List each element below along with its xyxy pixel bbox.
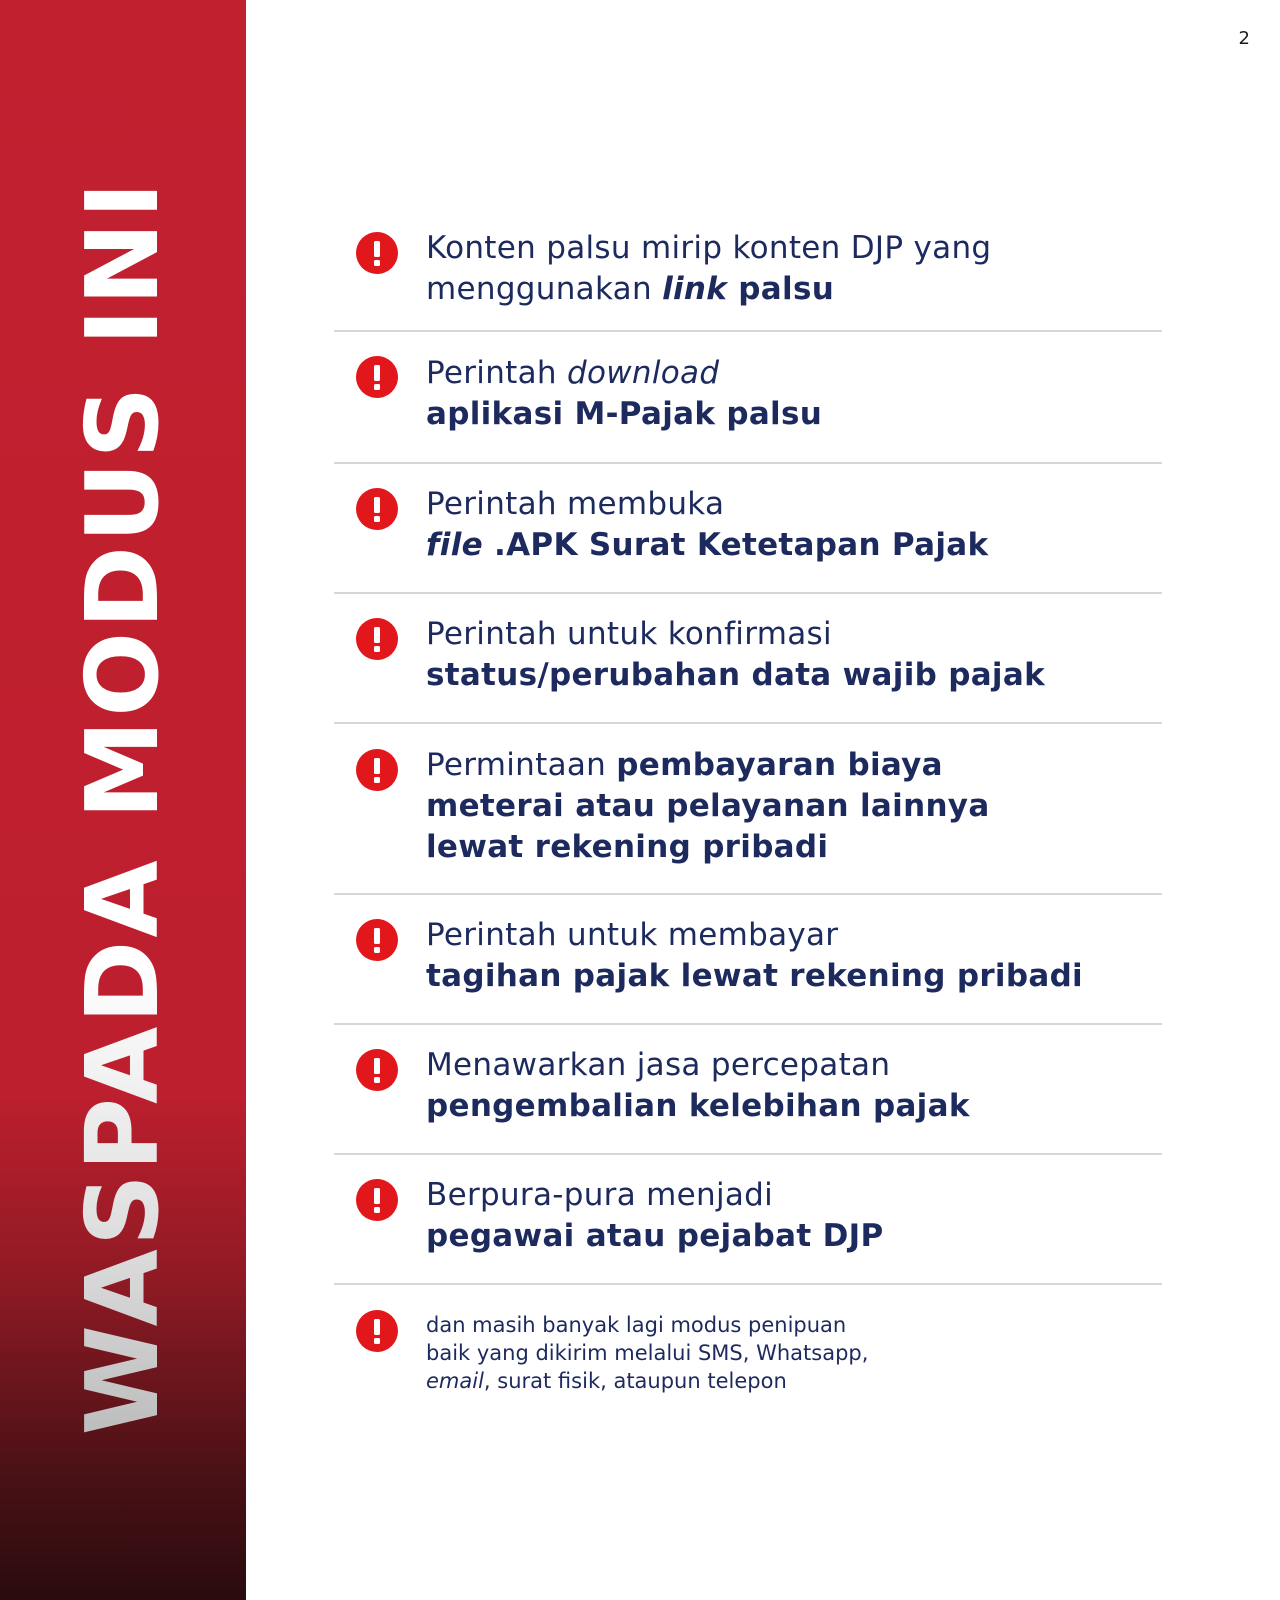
warning-text xyxy=(426,332,1162,435)
warning-line: Menawarkan jasa percepatan xyxy=(426,1047,891,1083)
warning-line: aplikasi M-Pajak palsu xyxy=(426,396,823,432)
warning-text xyxy=(426,724,1162,868)
warning-text xyxy=(426,594,1162,696)
warning-line: Perintah membuka xyxy=(426,486,725,522)
warning-text xyxy=(426,895,1162,997)
warning-item-apk-file xyxy=(334,464,1162,594)
warning-item-refund-service xyxy=(334,1025,1162,1155)
exclamation-circle-icon xyxy=(356,919,398,961)
note-line: email, surat fisik, ataupun telepon xyxy=(426,1369,787,1393)
warning-line: pegawai atau pejabat DJP xyxy=(426,1218,884,1254)
warning-text xyxy=(426,1155,1162,1257)
warning-text xyxy=(426,1025,1162,1127)
exclamation-circle-icon xyxy=(356,1310,398,1352)
exclamation-circle-icon xyxy=(356,749,398,791)
warning-item-impersonation xyxy=(334,1155,1162,1285)
page-number: 2 xyxy=(1238,28,1250,49)
banner-title: WASPADA MODUS INI xyxy=(64,178,181,1436)
warning-line: Perintah untuk konfirmasi xyxy=(426,616,832,652)
warning-line: Perintah download xyxy=(426,355,720,391)
warning-line: Permintaan pembayaran biaya xyxy=(426,747,943,783)
exclamation-circle-icon xyxy=(356,488,398,530)
exclamation-circle-icon xyxy=(356,1049,398,1091)
exclamation-circle-icon xyxy=(356,356,398,398)
warning-line: Perintah untuk membayar xyxy=(426,917,839,953)
warning-item-fake-app xyxy=(334,332,1162,464)
warning-item-fake-link xyxy=(334,208,1162,332)
warning-line: meterai atau pelayanan lainnya xyxy=(426,788,990,824)
warning-item-other-modes xyxy=(334,1285,1162,1405)
exclamation-circle-icon xyxy=(356,232,398,274)
warning-list xyxy=(334,208,1162,1405)
sidebar-banner xyxy=(0,0,246,1600)
warning-text xyxy=(426,208,1162,310)
warning-line: file .APK Surat Ketetapan Pajak xyxy=(426,527,989,563)
warning-line: menggunakan link palsu xyxy=(426,271,835,307)
warning-item-confirm-status xyxy=(334,594,1162,724)
note-text xyxy=(426,1285,1162,1395)
note-line: baik yang dikirim melalui SMS, Whatsapp, xyxy=(426,1341,869,1365)
warning-line: lewat rekening pribadi xyxy=(426,829,829,865)
warning-item-stamp-fee xyxy=(334,724,1162,895)
warning-line: Konten palsu mirip konten DJP yang xyxy=(426,230,992,266)
warning-line: Berpura-pura menjadi xyxy=(426,1177,774,1213)
exclamation-circle-icon xyxy=(356,618,398,660)
warning-line: tagihan pajak lewat rekening pribadi xyxy=(426,958,1083,994)
warning-text xyxy=(426,464,1162,566)
warning-line: pengembalian kelebihan pajak xyxy=(426,1088,970,1124)
note-line: dan masih banyak lagi modus penipuan xyxy=(426,1313,847,1337)
exclamation-circle-icon xyxy=(356,1179,398,1221)
warning-line: status/perubahan data wajib pajak xyxy=(426,657,1045,693)
warning-item-tax-bill xyxy=(334,895,1162,1025)
